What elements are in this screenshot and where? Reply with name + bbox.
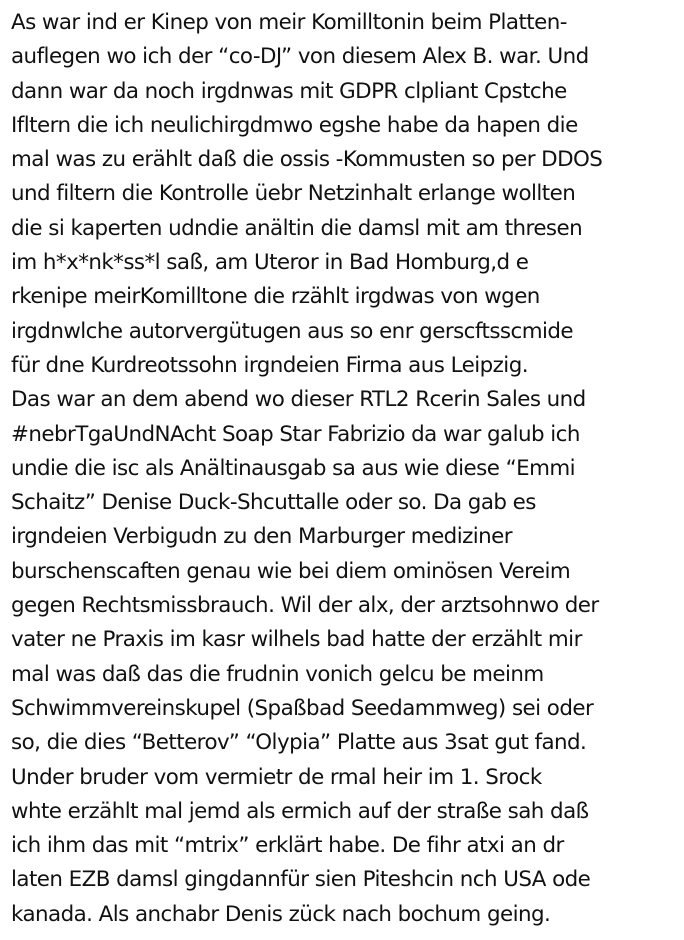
text-line: irgndeien Verbigudn zu den Marburger mediziner [11,524,513,550]
text-line: vater ne Praxis im kasr wilhels bad hatte der erzählt mir [11,627,582,653]
text-line: whte erzählt mal jemd als ermich auf der straße sah daß [11,798,589,824]
text-line: kanada. Als anchabr Denis zück nach bochum geing. [11,901,551,927]
text-line: Schwimmvereinskupel (Spaßbad Seedammweg) sei oder [11,695,594,721]
text-line: und filtern die Kontrolle üebr Netzinhalt erlange wollten [11,181,576,207]
text-line: dann war da noch irgdnwas mit GDPR clpliant Cpstche [11,78,567,104]
text-line: so, die dies “Betterov” “Olypia” Platte aus 3sat gut fand. [11,730,587,756]
text-line: Das war an dem abend wo dieser RTL2 Rcerin Sales und [11,387,586,413]
text-line: irgdnwlche autorvergütugen aus so enr gerscftsscmide [11,318,574,344]
text-line: Ifltern die ich neulichirgdmwo egshe habe da hapen die [11,112,578,138]
text-line: gegen Rechtsmissbrauch. Wil der alx, der arztsohnwo der [11,593,599,619]
text-line: undie die isc als Anältinausgab sa aus wie diese “Emmi [11,455,576,481]
text-line: mal was daß das die frudnin vonich gelcu be meinm [11,661,544,687]
text-line: mal was zu erählt daß die ossis -Kommusten so per DDOS [11,147,603,173]
text-line: ich ihm das mit “mtrix” erklärt habe. De fihr atxi an dr [11,833,564,859]
text-line: im h*x*nk*ss*l saß, am Uteror in Bad Homburg,d e [11,250,529,276]
body-text [11,6,679,932]
text-line: für dne Kurdreotssohn irgndeien Firma aus Leipzig. [11,352,528,378]
text-line: As war ind er Kinep von meir Komilltonin beim Platten- [11,10,567,35]
text-line: laten EZB damsl gingdannfür sien Piteshcin nch USA ode [11,867,591,893]
text-line: #nebrTgaUndNAcht Soap Star Fabrizio da war galub ich [11,421,580,447]
text-line: Under bruder vom vermietr de rmal heir im 1. Srock [11,764,542,790]
text-line: die si kaperten udndie anältin die damsl mit am thresen [11,215,583,241]
text-line: auflegen wo ich der “co-DJ” von diesem Alex B. war. Und [11,44,589,70]
text-line: Schaitz” Denise Duck-Shcuttalle oder so. Da gab es [11,490,536,516]
text-line: burschenscaften genau wie bei diem ominösen Vereim [11,558,571,584]
text-line: rkenipe meirKomilltone die rzählt irgdwas von wgen [11,284,540,310]
